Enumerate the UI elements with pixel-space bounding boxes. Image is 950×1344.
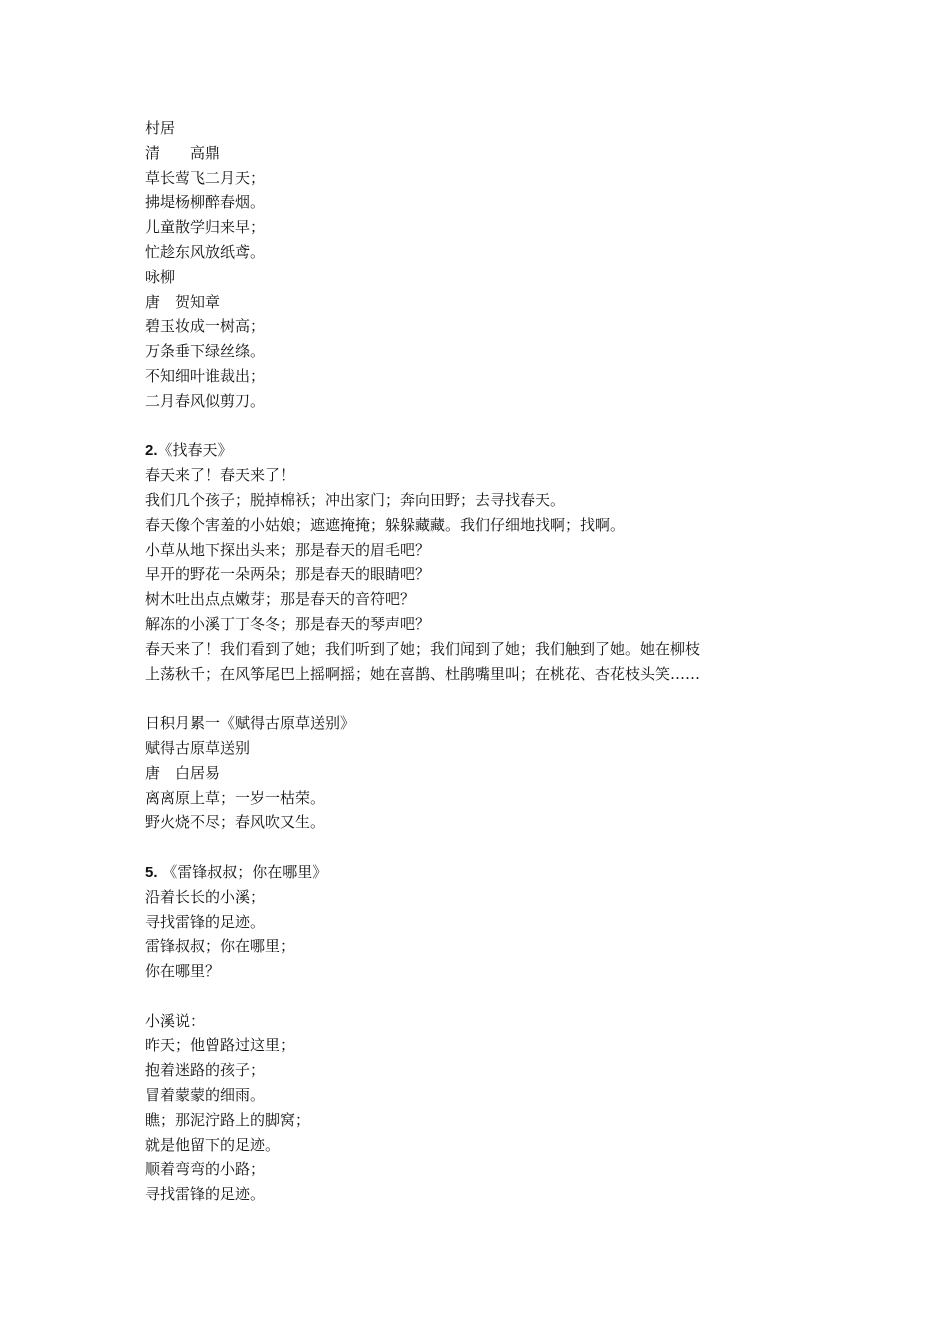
section-heading: 日积月累一《赋得古原草送别》	[145, 714, 356, 733]
poem-line: 碧玉妆成一树高；	[145, 317, 266, 336]
blank-line	[145, 984, 825, 1009]
text-line: 上荡秋千；在风筝尾巴上摇啊摇；她在喜鹊、杜鹃嘴里叫；在桃花、杏花枝头笑……	[145, 664, 701, 683]
section-heading	[145, 860, 825, 885]
poem-title: 赋得古原草送别	[145, 738, 251, 757]
section-title: 《找春天》	[157, 441, 233, 460]
text-line: 昨天；他曾路过这里；	[145, 1036, 296, 1055]
section-number: 5.	[145, 863, 158, 881]
text-line: 沿着长长的小溪；	[145, 887, 266, 906]
text-line: 寻找雷锋的足迹。	[145, 912, 266, 931]
poem-line: 儿童散学归来早；	[145, 218, 266, 237]
poem-title: 咏柳	[145, 267, 176, 286]
text-line: 抱着迷路的孩子；	[145, 1061, 266, 1080]
text-line: 小草从地下探出头来；那是春天的眉毛吧？	[145, 540, 431, 559]
poem-line: 草长莺飞二月天；	[145, 168, 266, 187]
poem-line: 不知细叶谁裁出；	[145, 366, 266, 385]
poem-author: 唐 白居易	[145, 763, 221, 782]
poem-author: 清 高鼎	[145, 143, 221, 162]
section-number: 2.	[145, 442, 158, 460]
text-line: 雷锋叔叔；你在哪里；	[145, 937, 296, 956]
section-heading	[145, 438, 825, 463]
poem-author: 唐 贺知章	[145, 292, 221, 311]
text-line: 小溪说：	[145, 1011, 206, 1030]
text-line: 就是他留下的足迹。	[145, 1135, 281, 1154]
poem-line: 二月春风似剪刀。	[145, 391, 266, 410]
poem-line: 离离原上草；一岁一枯荣。	[145, 788, 326, 807]
section-title: 《雷锋叔叔；你在哪里》	[157, 862, 328, 881]
text-line: 春天来了！春天来了！	[145, 466, 296, 485]
text-line: 解冻的小溪丁丁冬冬；那是春天的琴声吧？	[145, 614, 431, 633]
text-line: 你在哪里？	[145, 962, 221, 981]
text-line: 顺着弯弯的小路；	[145, 1160, 266, 1179]
blank-line	[145, 835, 825, 860]
poem-line: 忙趁东风放纸鸢。	[145, 242, 266, 261]
text-line: 冒着蒙蒙的细雨。	[145, 1086, 266, 1105]
document-page	[145, 116, 825, 1207]
text-line: 春天来了！我们看到了她；我们听到了她；我们闻到了她；我们触到了她。她在柳枝	[145, 639, 701, 658]
blank-line	[145, 686, 825, 711]
text-line: 早开的野花一朵两朵；那是春天的眼睛吧？	[145, 565, 431, 584]
poem-line: 拂堤杨柳醉春烟。	[145, 193, 266, 212]
text-line: 树木吐出点点嫩芽；那是春天的音符吧？	[145, 590, 416, 609]
text-line: 寻找雷锋的足迹。	[145, 1185, 266, 1204]
blank-line	[145, 414, 825, 439]
poem-line: 万条垂下绿丝绦。	[145, 342, 266, 361]
poem-line: 野火烧不尽；春风吹又生。	[145, 813, 326, 832]
text-line: 我们几个孩子；脱掉棉袄；冲出家门；奔向田野；去寻找春天。	[145, 490, 566, 509]
text-line: 瞧；那泥泞路上的脚窝；	[145, 1110, 311, 1129]
text-line: 春天像个害羞的小姑娘；遮遮掩掩；躲躲藏藏。我们仔细地找啊；找啊。	[145, 515, 626, 534]
poem-title: 村居	[145, 119, 176, 137]
